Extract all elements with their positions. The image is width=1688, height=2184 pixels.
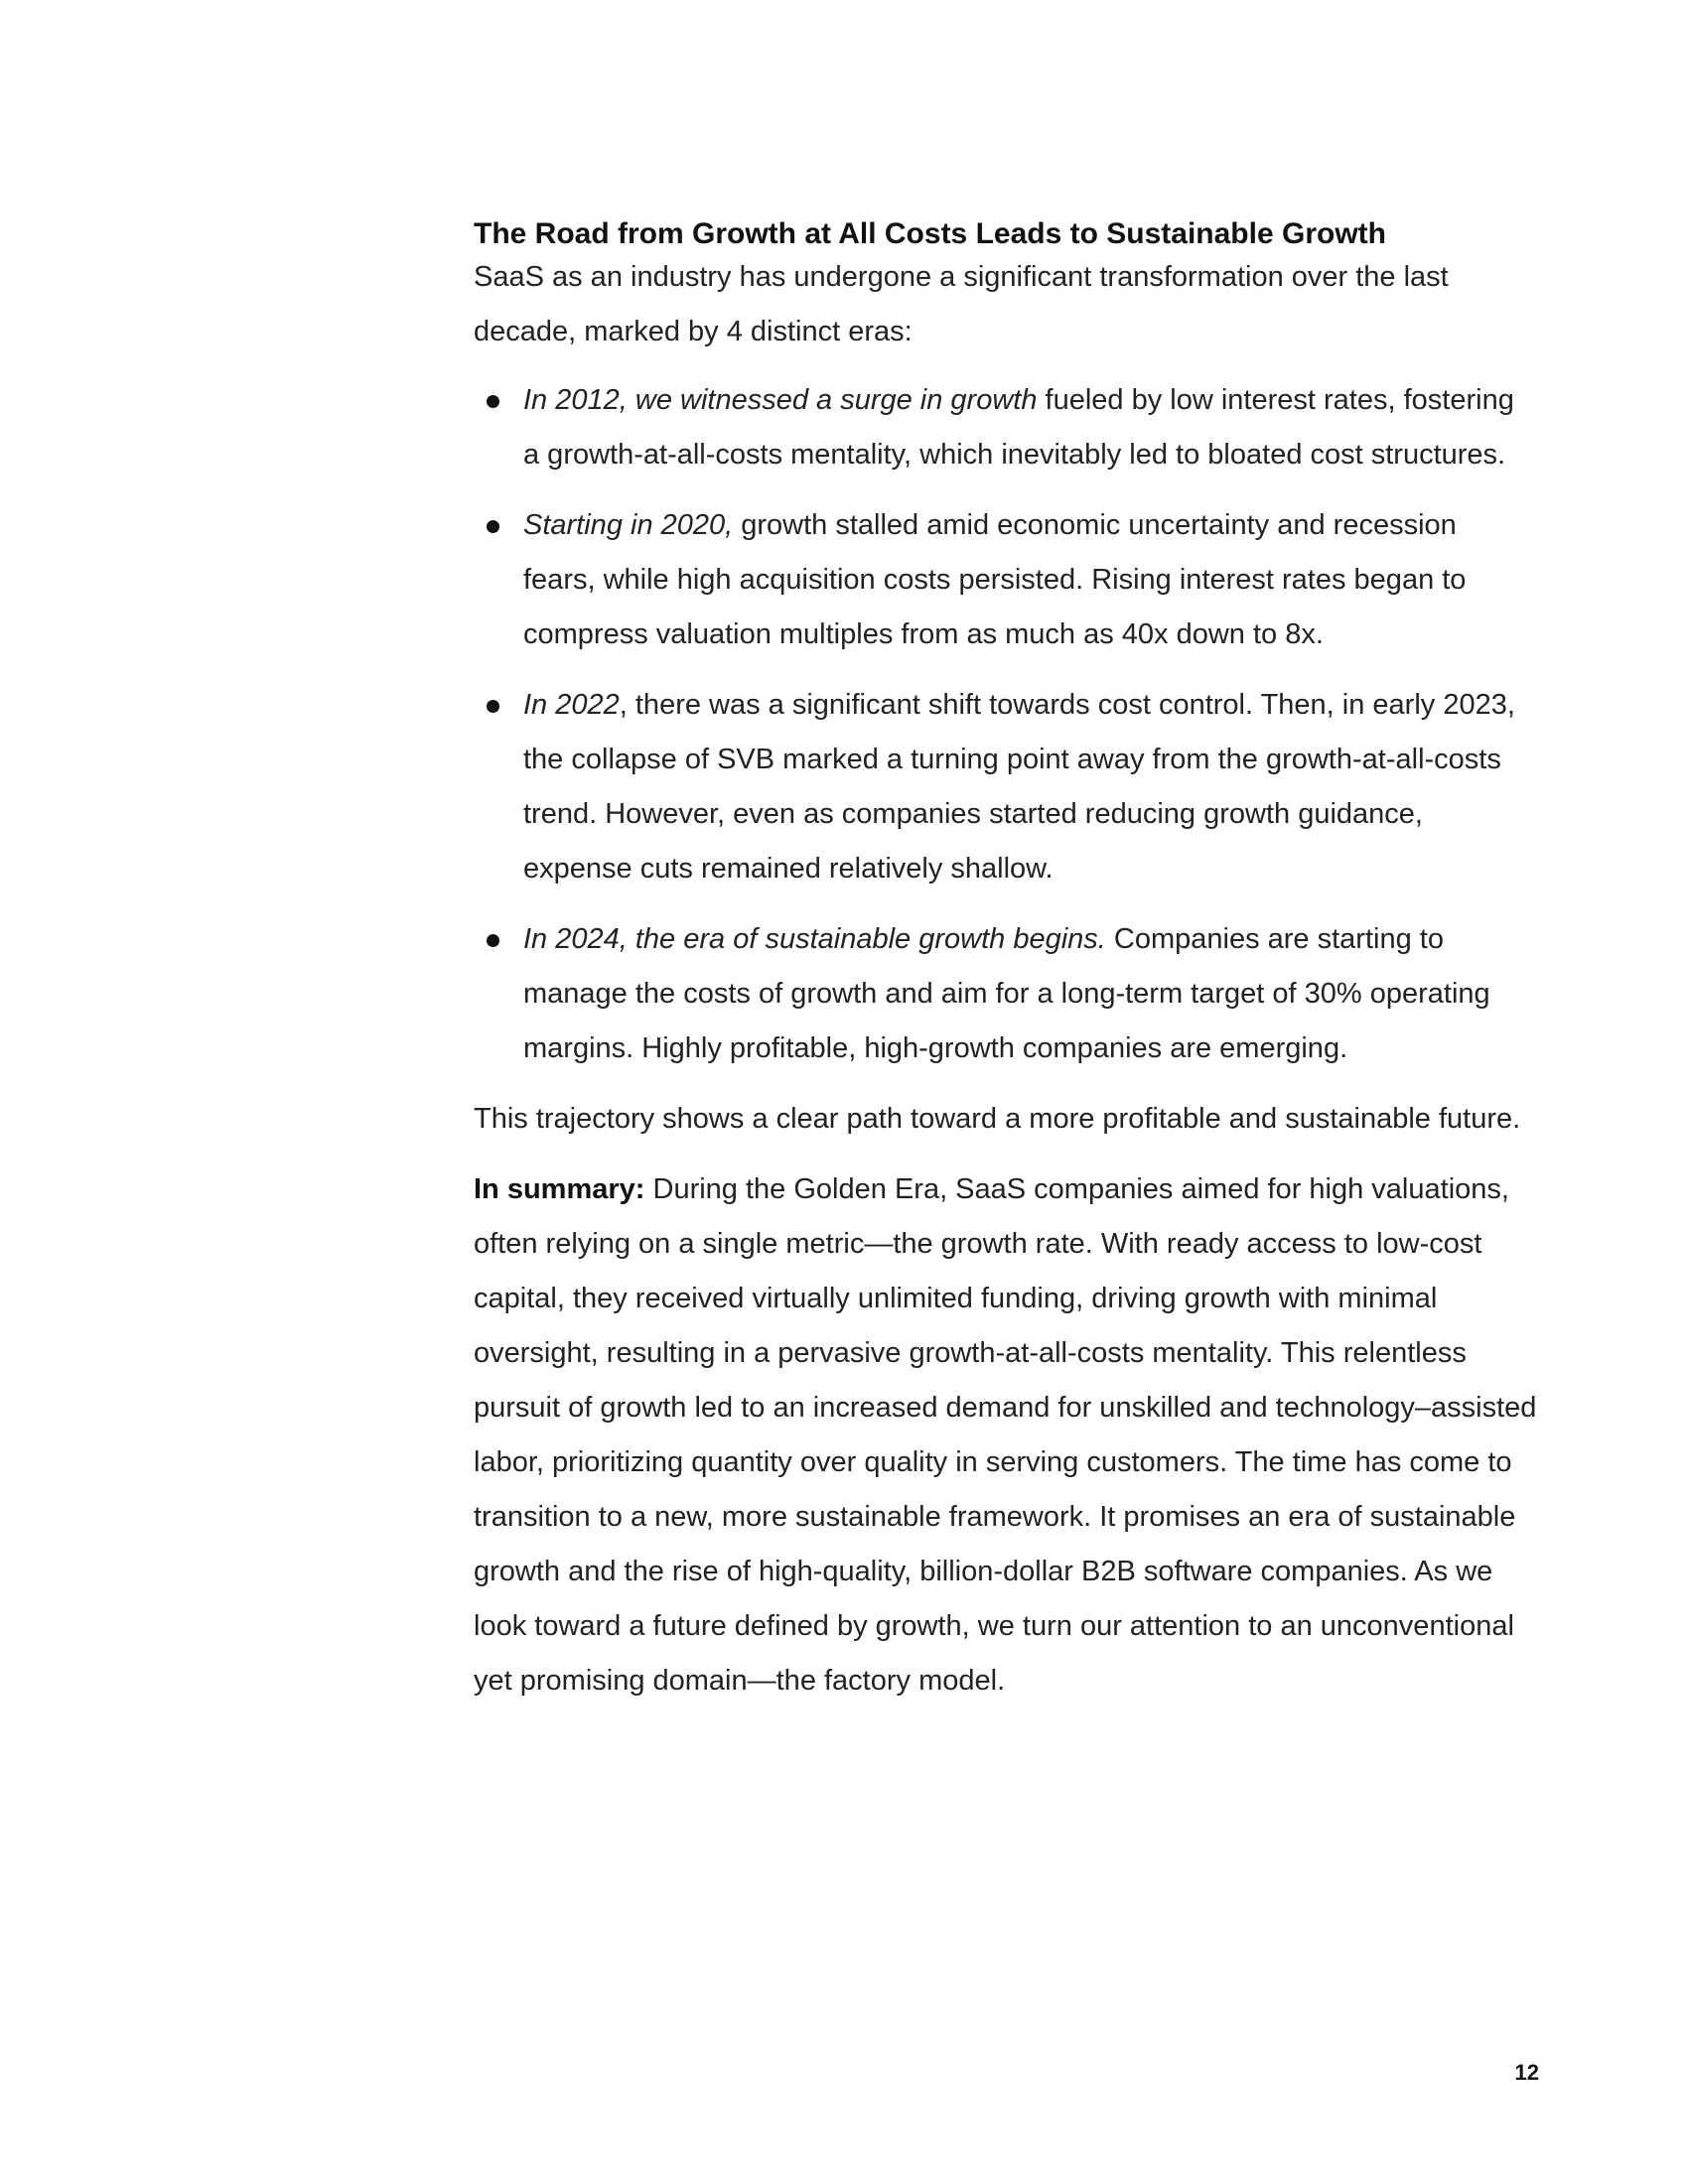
bullet-text: growth stalled amid economic uncertainty and recession fears, while high acquisition costs persisted. Rising interest rates began to compress valuation multiples from as much as 40x down to 8x. xyxy=(523,509,1467,650)
bullet-lead: Starting in 2020, xyxy=(523,509,734,541)
eras-list xyxy=(474,373,1546,1076)
bullet-icon xyxy=(487,700,499,713)
bullet-text: Companies are starting to manage the costs of growth and aim for a long-term target of 30% operating margins. Highly profitable, high-growth companies are emerging. xyxy=(523,923,1490,1064)
bullet-lead: In 2022 xyxy=(523,689,620,721)
bullet-text: , there was a significant shift towards cost control. Then, in early 2023, the collapse of SVB marked a turning point away from the growth-at-all-costs trend. However, even as companies started reducing growth guidance, expense cuts remained relatively shallow. xyxy=(523,689,1515,885)
intro-paragraph: SaaS as an industry has undergone a significant transformation over the last decade, marked by 4 distinct eras: xyxy=(474,261,1449,347)
bullet-text: fueled by low interest rates, fostering a growth-at-all-costs mentality, which inevitably led to bloated cost structures. xyxy=(523,384,1514,471)
list-item xyxy=(474,373,1536,482)
list-item xyxy=(474,498,1536,662)
page-number: 12 xyxy=(1514,2060,1539,2085)
trajectory-paragraph: This trajectory shows a clear path toward a more profitable and sustainable future. xyxy=(474,1103,1521,1135)
summary-text: During the Golden Era, SaaS companies aimed for high valuations, often relying on a single metric—the growth rate. With ready access to low-cost capital, they received virtually unlimited funding, driving growth with minimal oversight, resulting in a pervasive growth-at-all-costs mentality. This relentless pursuit of growth led to an increased demand for unskilled and technology–assisted labor, prioritizing quantity over quality in serving customers. The time has come to transition to a new, more sustainable framework. It promises an era of sustainable growth and the rise of high-quality, billion-dollar B2B software companies. As we look toward a future defined by growth, we turn our attention to an unconventional yet promising domain—the factory model. xyxy=(474,1173,1537,1697)
list-item xyxy=(474,912,1536,1076)
bullet-icon xyxy=(487,934,499,947)
summary-label: In summary: xyxy=(474,1173,645,1205)
page-content xyxy=(474,214,1546,1708)
section-heading: The Road from Growth at All Costs Leads to Sustainable Growth xyxy=(474,217,1386,250)
bullet-lead: In 2024, the era of sustainable growth begins. xyxy=(523,923,1106,955)
bullet-lead: In 2012, we witnessed a surge in growth xyxy=(523,384,1038,416)
list-item xyxy=(474,678,1536,896)
summary-paragraph xyxy=(474,1162,1546,1708)
bullet-icon xyxy=(487,395,499,408)
bullet-icon xyxy=(487,520,499,533)
